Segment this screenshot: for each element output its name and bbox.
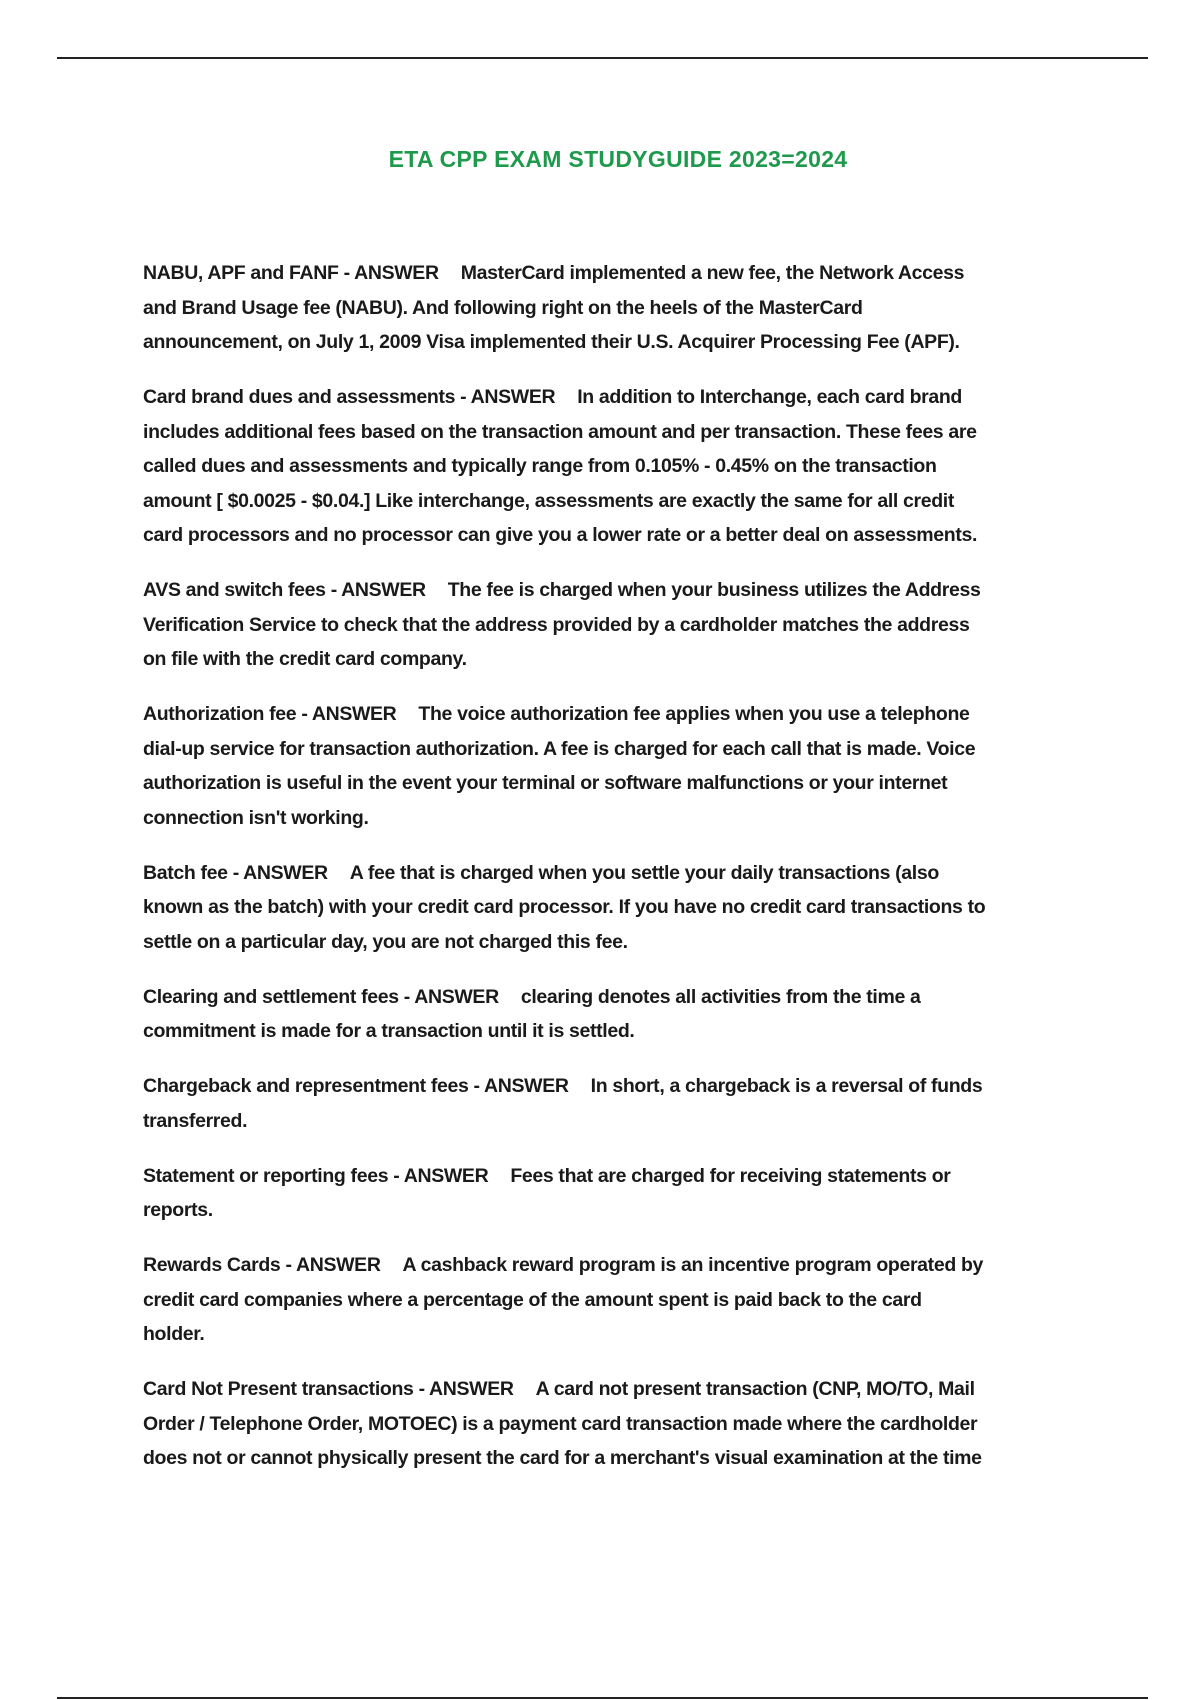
answer-text: credit card companies where a percentage of the amount spent is paid back to the card: [143, 1288, 922, 1311]
text-line: [143, 642, 1143, 677]
text-line: [143, 890, 1143, 925]
text-line: [143, 518, 1143, 553]
text-line: [143, 608, 1143, 643]
text-line: [143, 1104, 1143, 1139]
top-rule: [57, 57, 1148, 59]
answer-text: holder.: [143, 1323, 205, 1345]
qa-entry: [143, 980, 1143, 1049]
qa-entry: [143, 1248, 1143, 1352]
answer-text: dial-up service for transaction authorization. A fee is charged for each call that is made. Voice: [143, 737, 976, 760]
text-line: [143, 1372, 1143, 1407]
answer-text: on file with the credit card company.: [143, 648, 467, 670]
term-label: Card brand dues and assessments - ANSWER: [143, 386, 556, 408]
term-label: Card Not Present transactions - ANSWER: [143, 1378, 514, 1400]
answer-text: known as the batch) with your credit card processor. If you have no credit card transactions to: [143, 896, 986, 918]
qa-entry: [143, 1069, 1143, 1138]
answer-text: In short, a chargeback is a reversal of funds: [590, 1075, 983, 1097]
answer-text: called dues and assessments and typically range from 0.105% - 0.45% on the transaction: [143, 455, 937, 477]
answer-text: card processors and no processor can give you a lower rate or a better deal on assessments.: [143, 524, 978, 546]
text-line: [143, 925, 1143, 960]
term-label: AVS and switch fees - ANSWER: [143, 579, 426, 601]
document-body: [143, 256, 1143, 1496]
text-line: [143, 1317, 1143, 1352]
text-line: [143, 291, 1143, 326]
answer-text: A fee that is charged when you settle your daily transactions (also: [349, 861, 939, 884]
answer-text: and Brand Usage fee (NABU). And following right on the heels of the MasterCard: [143, 296, 863, 319]
answer-text: commitment is made for a transaction until it is settled.: [143, 1020, 635, 1042]
text-line: [143, 856, 1143, 891]
answer-text: MasterCard implemented a new fee, the Network Access: [460, 262, 965, 284]
qa-entry: [143, 856, 1143, 960]
answer-text: A card not present transaction (CNP, MO/TO, Mail: [535, 1378, 975, 1400]
text-line: [143, 449, 1143, 484]
qa-entry: [143, 256, 1143, 360]
answer-text: Fees that are charged for receiving statements or: [510, 1164, 951, 1187]
answer-text: Order / Telephone Order, MOTOEC) is a payment card transaction made where the cardholder: [143, 1412, 978, 1435]
term-label: Authorization fee - ANSWER: [143, 703, 397, 725]
answer-text: connection isn't working.: [143, 806, 369, 829]
answer-text: clearing denotes all activities from the time a: [520, 985, 921, 1008]
answer-text: reports.: [143, 1199, 213, 1221]
text-line: [143, 325, 1143, 360]
answer-text: A cashback reward program is an incentive program operated by: [402, 1254, 984, 1276]
answer-text: The voice authorization fee applies when you use a telephone: [418, 703, 970, 725]
term-label: Chargeback and representment fees - ANSWER: [143, 1075, 569, 1097]
text-line: [143, 801, 1143, 836]
answer-text: settle on a particular day, you are not charged this fee.: [143, 930, 628, 953]
text-line: [143, 256, 1143, 291]
answer-text: In addition to Interchange, each card brand: [577, 386, 962, 408]
answer-text: Verification Service to check that the address provided by a cardholder matches the address: [143, 613, 970, 636]
text-line: [143, 1441, 1143, 1476]
term-label: Rewards Cards - ANSWER: [143, 1254, 381, 1276]
answer-text: The fee is charged when your business utilizes the Address: [447, 579, 981, 601]
text-line: [143, 980, 1143, 1015]
answer-text: does not or cannot physically present the card for a merchant's visual examination at the time: [143, 1447, 982, 1469]
text-line: [143, 1014, 1143, 1049]
answer-text: announcement, on July 1, 2009 Visa implemented their U.S. Acquirer Processing Fee (APF).: [143, 331, 960, 353]
term-label: Batch fee - ANSWER: [143, 861, 328, 884]
text-line: [143, 766, 1143, 801]
document-title: ETA CPP EXAM STUDYGUIDE 2023=2024: [388, 146, 848, 172]
text-line: [143, 573, 1143, 608]
qa-entry: [143, 380, 1143, 553]
text-line: [143, 484, 1143, 519]
text-line: [143, 732, 1143, 767]
qa-entry: [143, 1372, 1143, 1476]
answer-text: transferred.: [143, 1109, 248, 1132]
qa-entry: [143, 697, 1143, 835]
qa-entry: [143, 573, 1143, 677]
text-line: [143, 380, 1143, 415]
text-line: [143, 1248, 1143, 1283]
text-line: [143, 415, 1143, 450]
text-line: [143, 1159, 1143, 1194]
bottom-rule: [57, 1697, 1148, 1699]
text-line: [143, 1283, 1143, 1318]
answer-text: amount [ $0.0025 - $0.04.] Like interchange, assessments are exactly the same for all credit: [143, 489, 955, 512]
term-label: Statement or reporting fees - ANSWER: [143, 1164, 489, 1187]
term-label: Clearing and settlement fees - ANSWER: [143, 985, 499, 1008]
term-label: NABU, APF and FANF - ANSWER: [143, 262, 439, 284]
answer-text: includes additional fees based on the transaction amount and per transaction. These fees are: [143, 420, 977, 443]
text-line: [143, 1407, 1143, 1442]
text-line: [143, 1069, 1143, 1104]
text-line: [143, 1193, 1143, 1228]
text-line: [143, 697, 1143, 732]
qa-entry: [143, 1159, 1143, 1228]
answer-text: authorization is useful in the event your terminal or software malfunctions or your internet: [143, 772, 948, 794]
